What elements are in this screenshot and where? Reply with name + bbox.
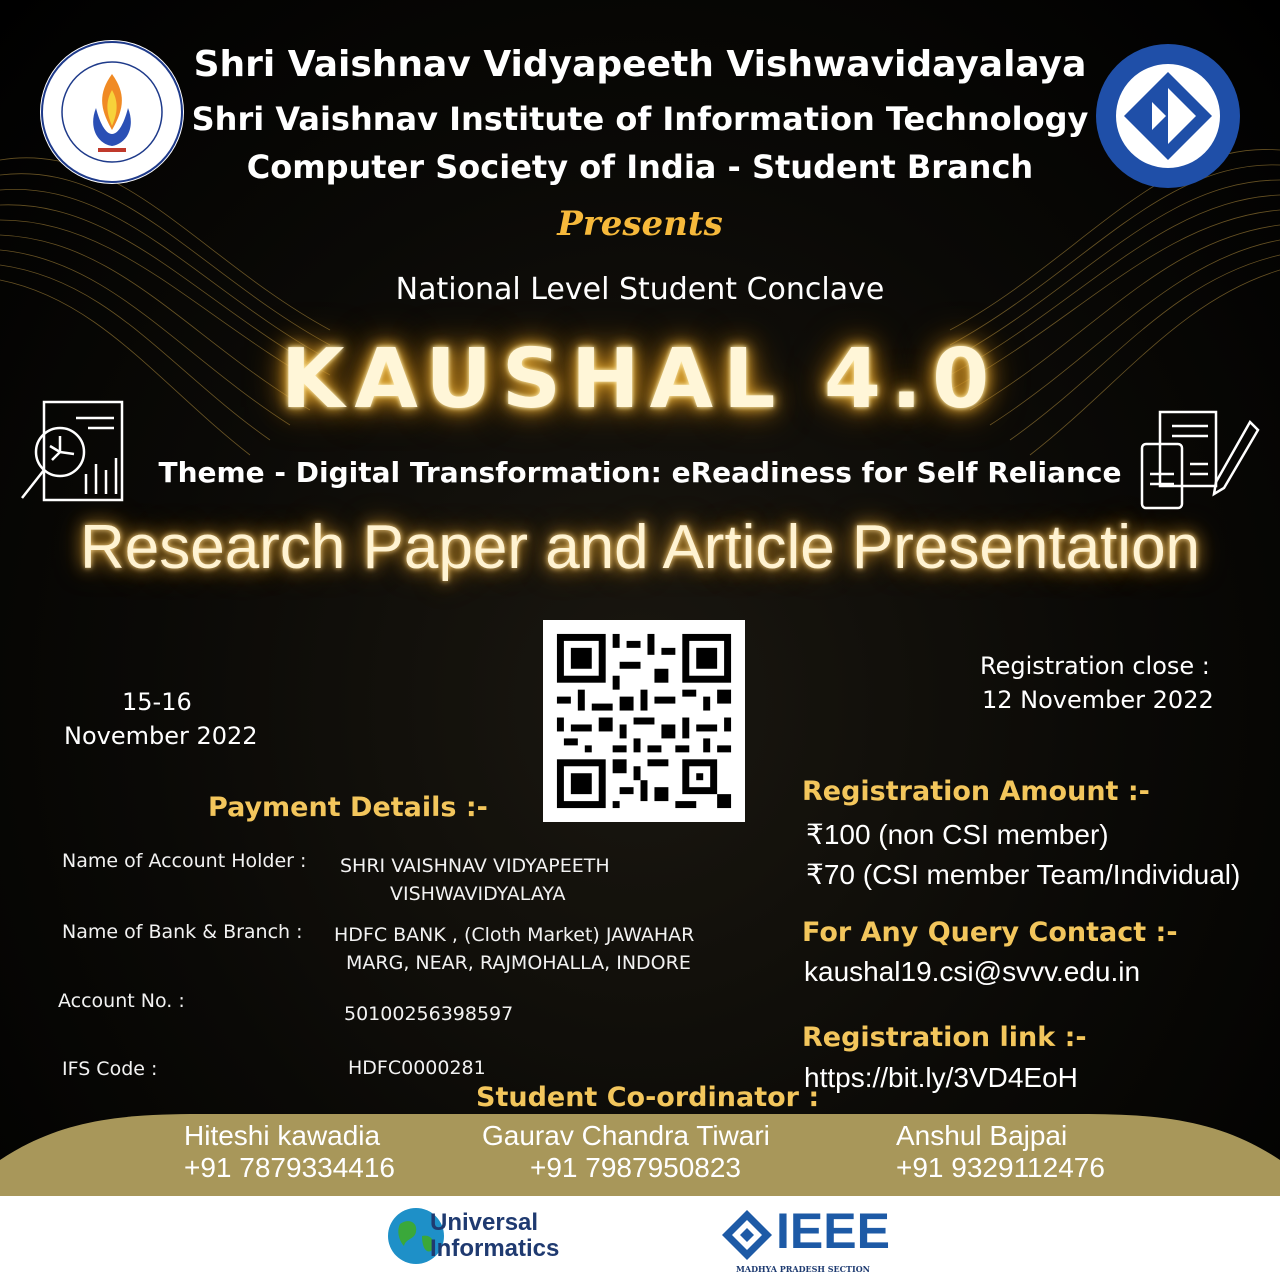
ifs-code-label: IFS Code : — [62, 1058, 158, 1080]
query-email[interactable]: kaushal19.csi@svvv.edu.in — [804, 956, 1141, 987]
institute-name: Shri Vaishnav Institute of Information Technology — [191, 100, 1089, 138]
registration-link-url[interactable]: https://bit.ly/3VD4EoH — [804, 1062, 1078, 1093]
coordinator-3-phone: +91 9329112476 — [896, 1152, 1105, 1183]
report-analysis-icon — [16, 398, 126, 506]
fee-non-csi: ₹100 (non CSI member) — [806, 819, 1109, 850]
registration-qr-code[interactable] — [543, 620, 745, 822]
sponsor-strip — [0, 1196, 1280, 1280]
bank-branch-label: Name of Bank & Branch : — [62, 921, 303, 943]
payment-details-heading: Payment Details :- — [208, 792, 488, 823]
registration-close-date: 12 November 2022 — [982, 686, 1214, 714]
account-number-value: 50100256398597 — [344, 1003, 514, 1025]
coordinator-1-name: Hiteshi kawadia — [184, 1120, 381, 1151]
event-theme: Theme - Digital Transformation: eReadiness for Self Reliance — [158, 456, 1122, 489]
ifs-code-value: HDFC0000281 — [348, 1057, 486, 1079]
coordinator-2-phone: +91 7987950823 — [530, 1152, 741, 1183]
coordinator-1-phone: +91 7879334416 — [184, 1152, 395, 1183]
event-date-days: 15-16 — [122, 688, 192, 716]
student-branch-name: Computer Society of India - Student Branch — [246, 148, 1034, 186]
conclave-level: National Level Student Conclave — [395, 272, 885, 307]
informatics-text: Informatics — [430, 1235, 560, 1262]
universal-text: Universal — [430, 1209, 539, 1236]
bank-branch-line1: HDFC BANK , (Cloth Market) JAWAHAR — [334, 924, 695, 946]
registration-close-label: Registration close : — [980, 652, 1210, 680]
query-contact-heading: For Any Query Contact :- — [802, 917, 1178, 948]
fee-csi-member: ₹70 (CSI member Team/Individual) — [806, 859, 1241, 890]
account-holder-line2: VISHWAVIDYALAYA — [390, 883, 566, 905]
account-holder-line1: SHRI VAISHNAV VIDYAPEETH — [340, 855, 610, 877]
universal-informatics-logo — [430, 1210, 559, 1262]
coordinator-2-name: Gaurav Chandra Tiwari — [482, 1120, 770, 1151]
account-number-label: Account No. : — [58, 990, 185, 1012]
ieee-logo-text: IEEE — [776, 1203, 890, 1259]
account-holder-label: Name of Account Holder : — [62, 850, 307, 872]
event-title: KAUSHAL 4.0 — [280, 332, 1000, 427]
competition-title: Research Paper and Article Presentation — [79, 513, 1201, 582]
registration-link-heading: Registration link :- — [802, 1022, 1087, 1053]
bank-branch-line2: MARG, NEAR, RAJMOHALLA, INDORE — [346, 952, 691, 974]
event-date-month: November 2022 — [64, 722, 258, 750]
presents-script: Presents — [557, 204, 723, 244]
ieee-section-text: MADHYA PRADESH SECTION — [736, 1264, 870, 1274]
registration-amount-heading: Registration Amount :- — [802, 776, 1150, 807]
university-name: Shri Vaishnav Vidyapeeth Vishwavidayalaya — [193, 44, 1087, 85]
coordinator-3-name: Anshul Bajpai — [896, 1120, 1068, 1151]
ieee-diamond-icon — [720, 1208, 774, 1262]
coordinator-heading: Student Co-ordinator : — [476, 1082, 820, 1113]
